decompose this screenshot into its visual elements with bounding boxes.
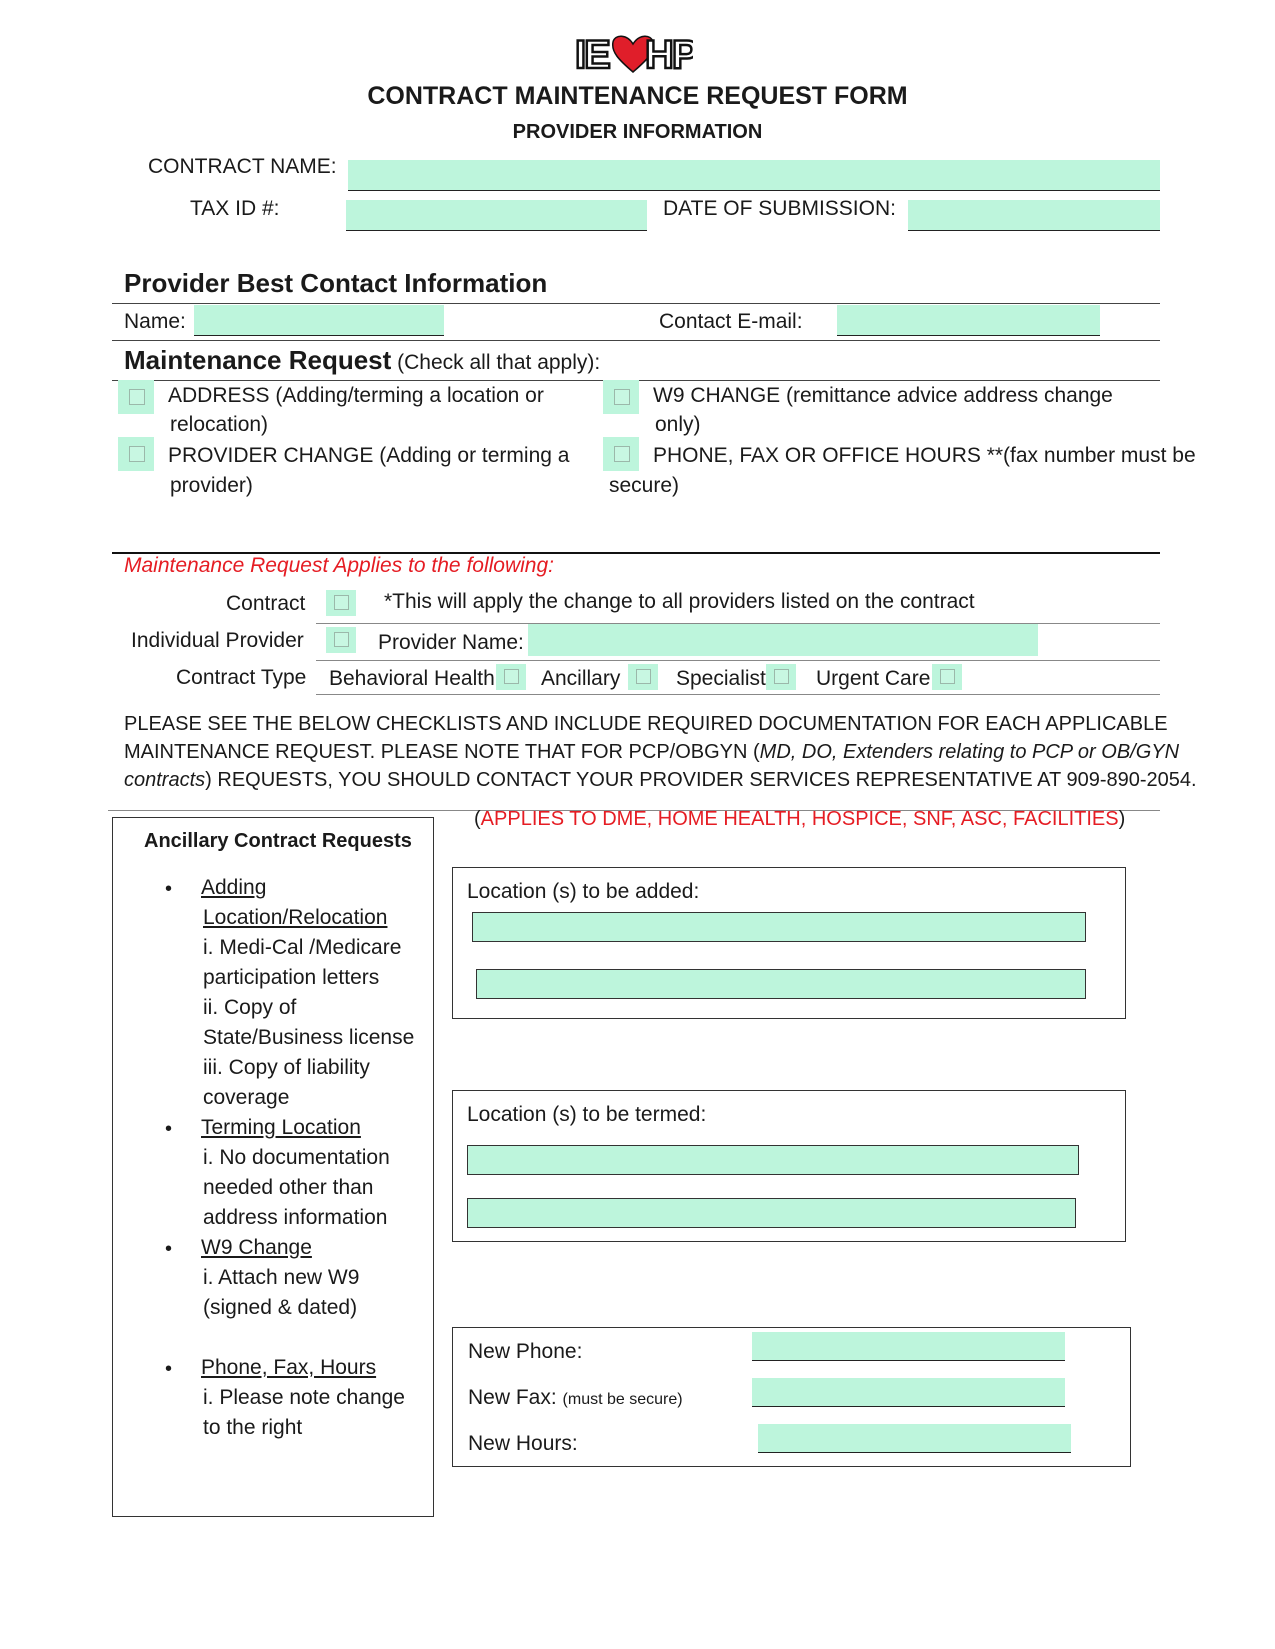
address-option-line1: ADDRESS (Adding/terming a location or xyxy=(168,384,544,407)
location-termed-field-1[interactable] xyxy=(467,1145,1079,1175)
ancillary-title: Ancillary Contract Requests xyxy=(144,830,412,852)
item-adding-line: i. Medi-Cal /Medicare xyxy=(203,936,402,959)
item-adding-line: State/Business license xyxy=(203,1026,415,1049)
notice-line1: PLEASE SEE THE BELOW CHECKLISTS AND INCLUDE REQUIRED DOCUMENTATION FOR EACH APPLICABLE xyxy=(124,713,1168,735)
provider-change-option-line2: provider) xyxy=(170,474,253,497)
tax-id-field[interactable] xyxy=(346,200,647,231)
new-phone-label: New Phone: xyxy=(468,1340,583,1363)
urgent-care-checkbox[interactable] xyxy=(932,664,962,690)
item-adding-line: participation letters xyxy=(203,966,380,989)
notice-line3-italic: contracts xyxy=(124,769,206,791)
item-adding-line: coverage xyxy=(203,1086,290,1109)
notice-line2-text: MAINTENANCE REQUEST. PLEASE NOTE THAT FOR PCP/OBGYN ( xyxy=(124,741,760,763)
new-fax-field[interactable] xyxy=(752,1378,1065,1407)
item-phone-heading: Phone, Fax, Hours xyxy=(201,1356,377,1379)
divider xyxy=(316,660,1160,661)
specialist-checkbox[interactable] xyxy=(766,664,796,690)
tax-id-label: TAX ID #: xyxy=(190,197,280,220)
notice-line3-text: ) REQUESTS, YOU SHOULD CONTACT YOUR PROVIDER SERVICES REPRESENTATIVE AT 909-890-2054. xyxy=(205,769,1197,791)
item-phone-line: to the right xyxy=(203,1416,303,1439)
notice-line3 xyxy=(124,769,1197,792)
phone-fax-hours-checkbox[interactable] xyxy=(603,437,639,471)
bullet-icon: • xyxy=(165,1358,173,1380)
location-termed-field-2[interactable] xyxy=(467,1198,1076,1228)
new-fax-label: New Fax: xyxy=(468,1386,557,1409)
divider xyxy=(112,303,1160,304)
maintenance-heading-note: (Check all that apply): xyxy=(397,351,601,374)
phone-fax-hours-option-line2: secure) xyxy=(609,474,680,497)
item-terming-heading: Terming Location xyxy=(201,1116,361,1139)
item-w9-line: i. Attach new W9 xyxy=(203,1266,360,1289)
item-w9-line: (signed & dated) xyxy=(203,1296,358,1319)
ancillary-applies-note xyxy=(474,808,1125,831)
item-terming-line: address information xyxy=(203,1206,388,1229)
item-adding-line: iii. Copy of liability xyxy=(203,1056,370,1079)
contract-type-label: Contract Type xyxy=(176,666,307,689)
item-adding-line: ii. Copy of xyxy=(203,996,297,1019)
provider-name-label: Provider Name: xyxy=(378,631,524,654)
item-phone-line: i. Please note change xyxy=(203,1386,405,1409)
locations-termed-label: Location (s) to be termed: xyxy=(467,1103,707,1126)
contract-checkbox[interactable] xyxy=(326,590,356,616)
divider xyxy=(316,694,1160,695)
provider-name-field[interactable] xyxy=(528,624,1038,656)
svg-text:IE: IE xyxy=(575,33,609,77)
contact-email-field[interactable] xyxy=(837,305,1100,336)
new-fax-note: (must be secure) xyxy=(562,1391,683,1408)
new-phone-field[interactable] xyxy=(752,1332,1065,1361)
contact-heading: Provider Best Contact Information xyxy=(124,268,548,298)
date-of-submission-field[interactable] xyxy=(908,200,1160,231)
iehp-logo xyxy=(573,28,693,78)
locations-added-label: Location (s) to be added: xyxy=(467,880,700,903)
w9-change-checkbox[interactable] xyxy=(603,380,639,414)
type-urgent-care: Urgent Care xyxy=(816,667,931,690)
contract-note: *This will apply the change to all providers listed on the contract xyxy=(384,590,975,613)
contract-name-label: CONTRACT NAME: xyxy=(148,155,337,178)
bullet-icon: • xyxy=(165,1118,173,1140)
individual-provider-label: Individual Provider xyxy=(131,629,304,652)
location-added-field-2[interactable] xyxy=(476,969,1086,999)
divider xyxy=(112,340,1160,341)
contract-name-field[interactable] xyxy=(348,160,1160,191)
contract-label: Contract xyxy=(226,592,306,615)
behavioral-health-checkbox[interactable] xyxy=(496,664,526,690)
notice-line2-italic: MD, DO, Extenders relating to PCP or OB/GYN xyxy=(759,741,1180,763)
item-terming-line: needed other than xyxy=(203,1176,374,1199)
provider-change-option-line1: PROVIDER CHANGE (Adding or terming a xyxy=(168,444,570,467)
maintenance-heading: Maintenance Request xyxy=(124,345,392,375)
w9-change-option-line2: only) xyxy=(655,413,701,436)
phone-fax-hours-option-line1: PHONE, FAX OR OFFICE HOURS **(fax number must be xyxy=(653,444,1196,467)
contact-name-field[interactable] xyxy=(194,305,444,336)
item-adding-heading-2: Location/Relocation xyxy=(203,906,388,929)
address-checkbox[interactable] xyxy=(118,380,154,414)
applies-close-paren: ) xyxy=(1118,808,1126,830)
ancillary-checkbox[interactable] xyxy=(628,664,658,690)
w9-change-option-line1: W9 CHANGE (remittance advice address change xyxy=(653,384,1113,407)
form-title: CONTRACT MAINTENANCE REQUEST FORM xyxy=(367,82,908,110)
svg-text:HP: HP xyxy=(645,33,693,77)
type-ancillary: Ancillary xyxy=(541,667,621,690)
contact-name-label: Name: xyxy=(124,310,186,333)
applies-open-paren: ( xyxy=(474,808,481,830)
notice-line2 xyxy=(124,741,1179,764)
item-w9-heading: W9 Change xyxy=(201,1236,312,1259)
item-adding-heading-1: Adding xyxy=(201,876,267,899)
location-added-field-1[interactable] xyxy=(472,912,1086,942)
bullet-icon: • xyxy=(165,1238,173,1260)
new-hours-field[interactable] xyxy=(758,1424,1071,1453)
individual-provider-checkbox[interactable] xyxy=(326,627,356,653)
date-of-submission-label: DATE OF SUBMISSION: xyxy=(663,197,896,220)
contact-email-label: Contact E-mail: xyxy=(659,310,803,333)
item-terming-line: i. No documentation xyxy=(203,1146,390,1169)
applies-list: APPLIES TO DME, HOME HEALTH, HOSPICE, SNF, ASC, FACILITIES xyxy=(480,808,1119,830)
type-specialist: Specialist xyxy=(676,667,766,690)
provider-change-checkbox[interactable] xyxy=(118,437,154,471)
maintenance-heading-row xyxy=(124,345,600,376)
bullet-icon: • xyxy=(165,878,173,900)
new-fax-row xyxy=(468,1386,683,1410)
new-hours-label: New Hours: xyxy=(468,1432,578,1455)
type-behavioral-health: Behavioral Health xyxy=(329,667,495,690)
applies-heading: Maintenance Request Applies to the following: xyxy=(124,554,554,577)
address-option-line2: relocation) xyxy=(170,413,269,436)
form-subtitle: PROVIDER INFORMATION xyxy=(512,121,763,143)
